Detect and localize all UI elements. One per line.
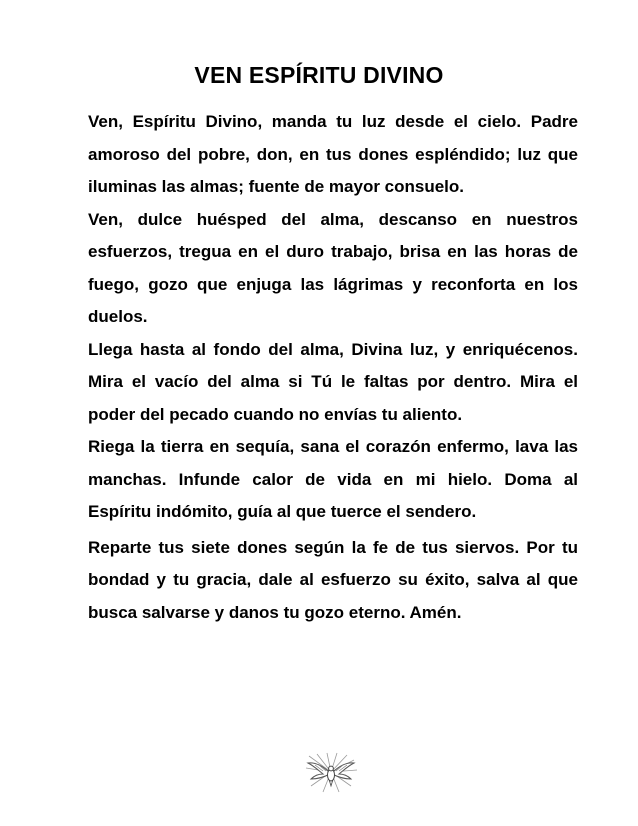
- paragraph: Riega la tierra en sequía, sana el corazón enfermo, lava las manchas. Infunde calor de vida en mi hielo. Doma al Espíritu indómito, guía al que tuerce el sendero.: [88, 437, 578, 521]
- page-title: VEN ESPÍRITU DIVINO: [194, 62, 444, 88]
- prayer-body: [88, 106, 578, 629]
- paragraph: Ven, Espíritu Divino, manda tu luz desde el cielo. Padre amoroso del pobre, don, en tus dones espléndido; luz que iluminas las almas; fuente de mayor consuelo.: [88, 112, 578, 196]
- paragraph: Reparte tus siete dones según la fe de tus siervos. Por tu bondad y tu gracia, dale al esfuerzo su éxito, salva al que busca salvarse y danos tu gozo eterno. Amén.: [88, 537, 578, 622]
- paragraph: Llega hasta al fondo del alma, Divina luz, y enriquécenos. Mira el vacío del alma si Tú le faltas por dentro. Mira el poder del pecado cuando no envías tu aliento.: [88, 339, 578, 424]
- paragraph: Ven, dulce huésped del alma, descanso en nuestros esfuerzos, tregua en el duro trabajo, brisa en las horas de fuego, gozo que enjuga las lágrimas y reconforta en los duelos.: [88, 209, 578, 326]
- dove-icon: [303, 752, 359, 794]
